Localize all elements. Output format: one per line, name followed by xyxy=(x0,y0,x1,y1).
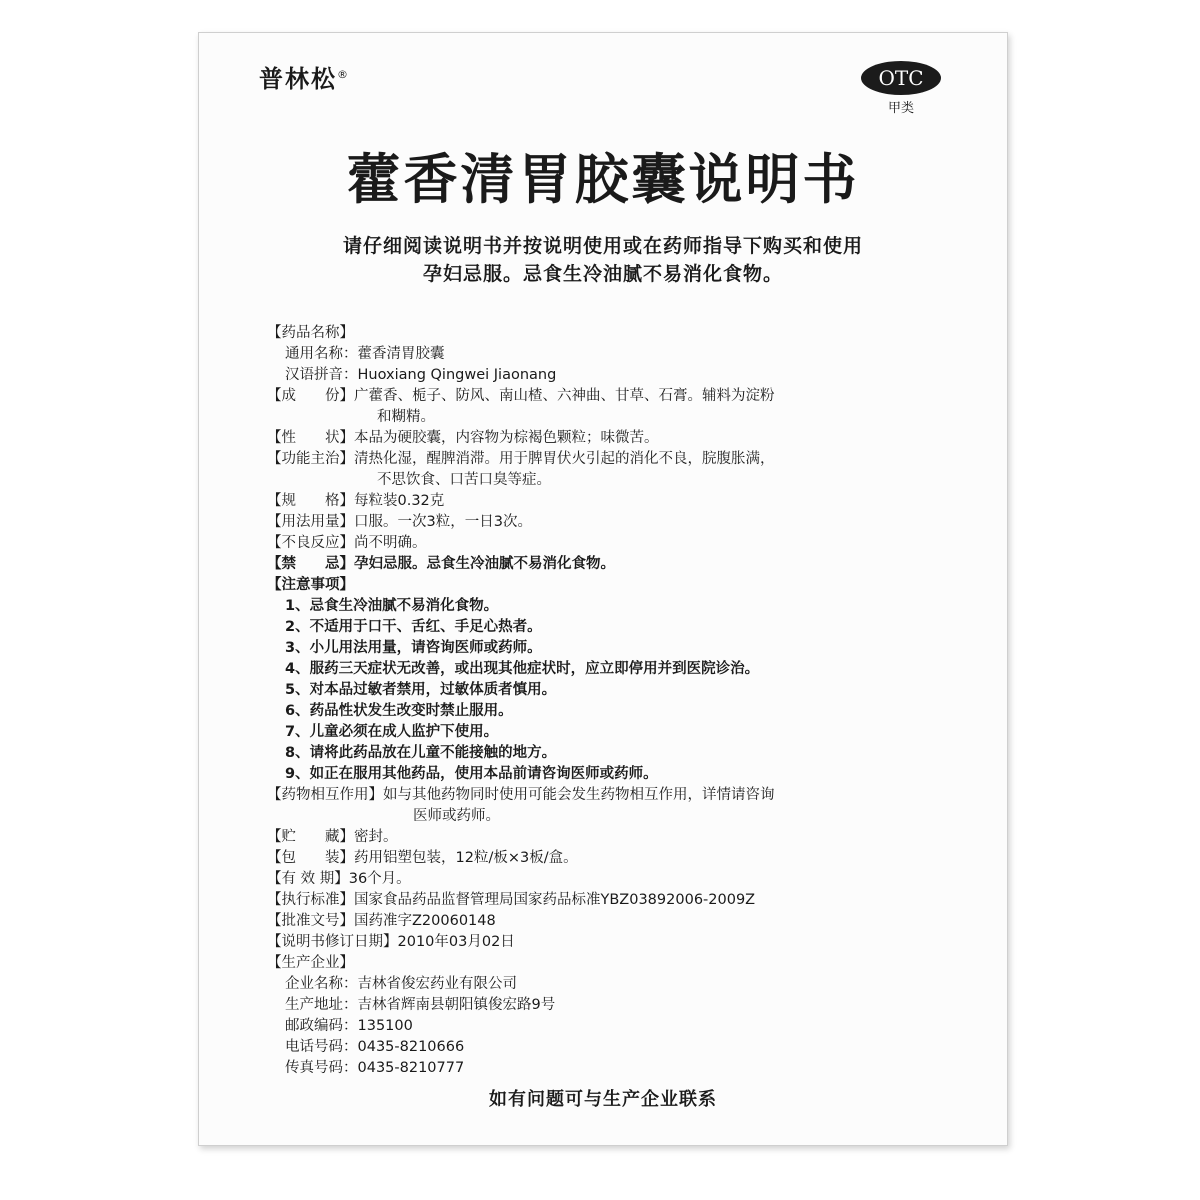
interactions-row: 【药物相互作用】如与其他药物同时使用可能会发生药物相互作用，详情请咨询 xyxy=(267,787,775,803)
brand-logo xyxy=(259,59,350,94)
pinyin-row: 汉语拼音：Huoxiang Qingwei Jiaonang xyxy=(285,367,557,383)
company-address-row: 生产地址：吉林省辉南县朝阳镇俊宏路9号 xyxy=(285,997,556,1013)
warning-line-1: 请仔细阅读说明书并按说明使用或在药师指导下购买和使用 xyxy=(342,235,863,257)
instruction-sheet xyxy=(198,32,1008,1146)
section-drug-name: 【药品名称】 xyxy=(267,325,354,341)
precaution-item: 8、请将此药品放在儿童不能接触的地方。 xyxy=(285,745,557,761)
precaution-item: 5、对本品过敏者禁用，过敏体质者慎用。 xyxy=(285,682,557,698)
postal-code-row: 邮政编码：135100 xyxy=(285,1018,413,1034)
revision-row: 【说明书修订日期】2010年03月02日 xyxy=(267,934,515,950)
precaution-item: 9、如正在服用其他药品，使用本品前请咨询医师或药师。 xyxy=(285,766,658,782)
approval-row: 【批准文号】国药准字Z20060148 xyxy=(267,913,496,929)
otc-category: 甲类 xyxy=(887,101,914,116)
instruction-body xyxy=(267,323,957,1079)
section-precautions: 【注意事项】 xyxy=(267,577,354,593)
precaution-item: 7、儿童必须在成人监护下使用。 xyxy=(285,724,499,740)
indications-cont: 不思饮食、口苦口臭等症。 xyxy=(377,472,551,488)
storage-row: 【贮 藏】密封。 xyxy=(267,829,398,845)
company-name-row: 企业名称：吉林省俊宏药业有限公司 xyxy=(285,976,517,992)
indications-row: 【功能主治】清热化湿，醒脾消滞。用于脾胃伏火引起的消化不良，脘腹胀满， xyxy=(267,451,775,467)
precaution-item: 3、小儿用法用量，请咨询医师或药师。 xyxy=(285,640,542,656)
precaution-item: 1、忌食生冷油腻不易消化食物。 xyxy=(285,598,499,614)
validity-row: 【有 效 期】36个月。 xyxy=(267,871,411,887)
package-row: 【包 装】药用铝塑包装，12粒/板×3板/盒。 xyxy=(267,850,578,866)
spec-row: 【规 格】每粒装0.32克 xyxy=(267,493,445,509)
precaution-item: 6、药品性状发生改变时禁止服用。 xyxy=(285,703,513,719)
generic-name-row: 通用名称：藿香清胃胶囊 xyxy=(285,346,445,362)
fax-row: 传真号码：0435-8210777 xyxy=(285,1060,465,1076)
registered-mark: ® xyxy=(337,68,350,81)
ingredients-cont: 和糊精。 xyxy=(377,409,435,425)
contact-footer: 如有问题可与生产企业联系 xyxy=(489,1089,717,1110)
usage-row: 【用法用量】口服。一次3粒，一日3次。 xyxy=(267,514,532,530)
interactions-cont: 医师或药师。 xyxy=(413,808,500,824)
otc-mark xyxy=(859,61,943,116)
phone-row: 电话号码：0435-8210666 xyxy=(285,1039,465,1055)
precaution-item: 2、不适用于口干、舌红、手足心热者。 xyxy=(285,619,542,635)
warning-line-2: 孕妇忌服。忌食生冷油腻不易消化食物。 xyxy=(422,263,783,285)
adverse-row: 【不良反应】尚不明确。 xyxy=(267,535,427,551)
section-manufacturer: 【生产企业】 xyxy=(267,955,354,971)
precaution-item: 4、服药三天症状无改善，或出现其他症状时，应立即停用并到医院诊治。 xyxy=(285,661,760,677)
character-row: 【性 状】本品为硬胶囊，内容物为棕褐色颗粒；味微苦。 xyxy=(267,430,659,446)
otc-badge: OTC xyxy=(861,61,941,95)
ingredients-row: 【成 份】广藿香、栀子、防风、南山楂、六神曲、甘草、石膏。辅料为淀粉 xyxy=(267,388,775,404)
contraindication-row: 【禁 忌】孕妇忌服。忌食生冷油腻不易消化食物。 xyxy=(267,556,615,572)
standard-row: 【执行标准】国家食品药品监督管理局国家药品标准YBZ03892006-2009Z xyxy=(267,892,756,908)
document-title: 藿香清胃胶囊说明书 xyxy=(346,148,860,211)
brand-name: 普林松 xyxy=(259,65,337,93)
